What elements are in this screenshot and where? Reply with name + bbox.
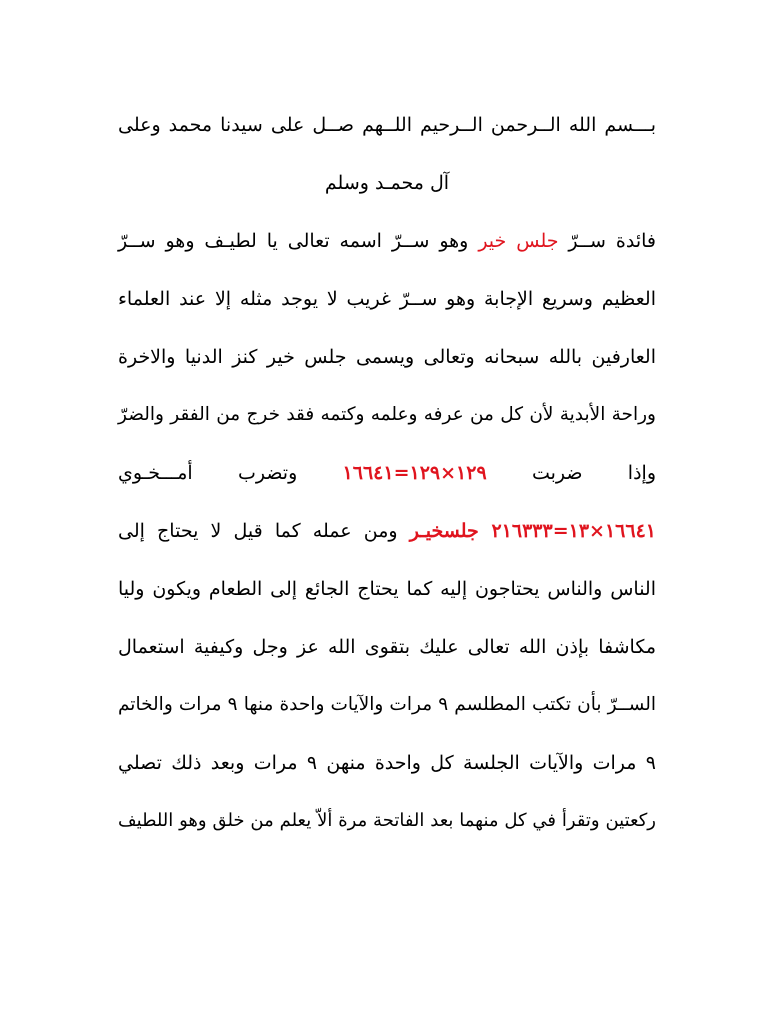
line-text: الناس والناس يحتاجون إليه كما يحتاج الجائع إلى الطعام ويكون وليا (118, 578, 656, 600)
text-line (118, 506, 656, 564)
line-text: وهو ســرّ اسمه تعالى يا لطيـف وهو ســرّ (118, 230, 479, 252)
line-text: العارفين بالله سبحانه وتعالى ويسمى جلس خير كنز الدنيا والاخرة (118, 346, 656, 368)
text-line (118, 448, 656, 506)
text-line (118, 564, 656, 622)
line-text: آل محمـد وسلم (324, 172, 450, 194)
highlighted-equation: ١٢٩×١٢٩=١٦٦٤١ (342, 462, 487, 484)
highlighted-equation: ١٦٦٤١×١٣=٢١٦٣٣٣ جلسخيـر (409, 520, 656, 542)
line-text: ومن عمله كما قيل لا يحتاج إلى (118, 520, 410, 542)
text-line (118, 796, 656, 854)
text-line (118, 216, 656, 274)
text-line (118, 100, 656, 158)
line-text: فائدة ســرّ (558, 230, 656, 252)
text-line (118, 680, 656, 738)
text-line (118, 332, 656, 390)
text-line (118, 738, 656, 796)
line-text: ركعتين وتقرأ في كل منهما بعد الفاتحة مرة ألاّ يعلم من خلق وهو اللطيف (118, 810, 656, 831)
line-text: بـــسم الله الــرحمن الــرحيم اللــهم صــل على سيدنا محمد وعلى (118, 114, 656, 136)
line-text: ٩ مرات والآيات الجلسة كل واحدة منهن ٩ مرات وبعد ذلك تصلي (118, 752, 656, 774)
text-line (118, 274, 656, 332)
text-line (118, 158, 656, 216)
line-text: مكاشفا بإذن الله تعالى عليك بتقوى الله عز وجل وكيفية استعمال (118, 636, 656, 658)
text-line (118, 390, 656, 448)
highlighted-phrase: جلس خير (478, 230, 559, 252)
document-body (118, 100, 656, 854)
line-text: العظيم وسريع الإجابة وهو ســرّ غريب لا يوجد مثله إلا عند العلماء (118, 288, 656, 310)
line-text: وراحة الأبدية لأن كل من عرفه وعلمه وكتمه فقد خرج من الفقر والضرّ (118, 404, 656, 425)
line-text: الســرّ بأن تكتب المطلسم ٩ مرات والآيات واحدة منها ٩ مرات والخاتم (118, 694, 656, 715)
text-line (118, 622, 656, 680)
line-text: وتضرب أمـــخـوي (118, 462, 343, 484)
line-text: وإذا ضربت (486, 462, 656, 484)
